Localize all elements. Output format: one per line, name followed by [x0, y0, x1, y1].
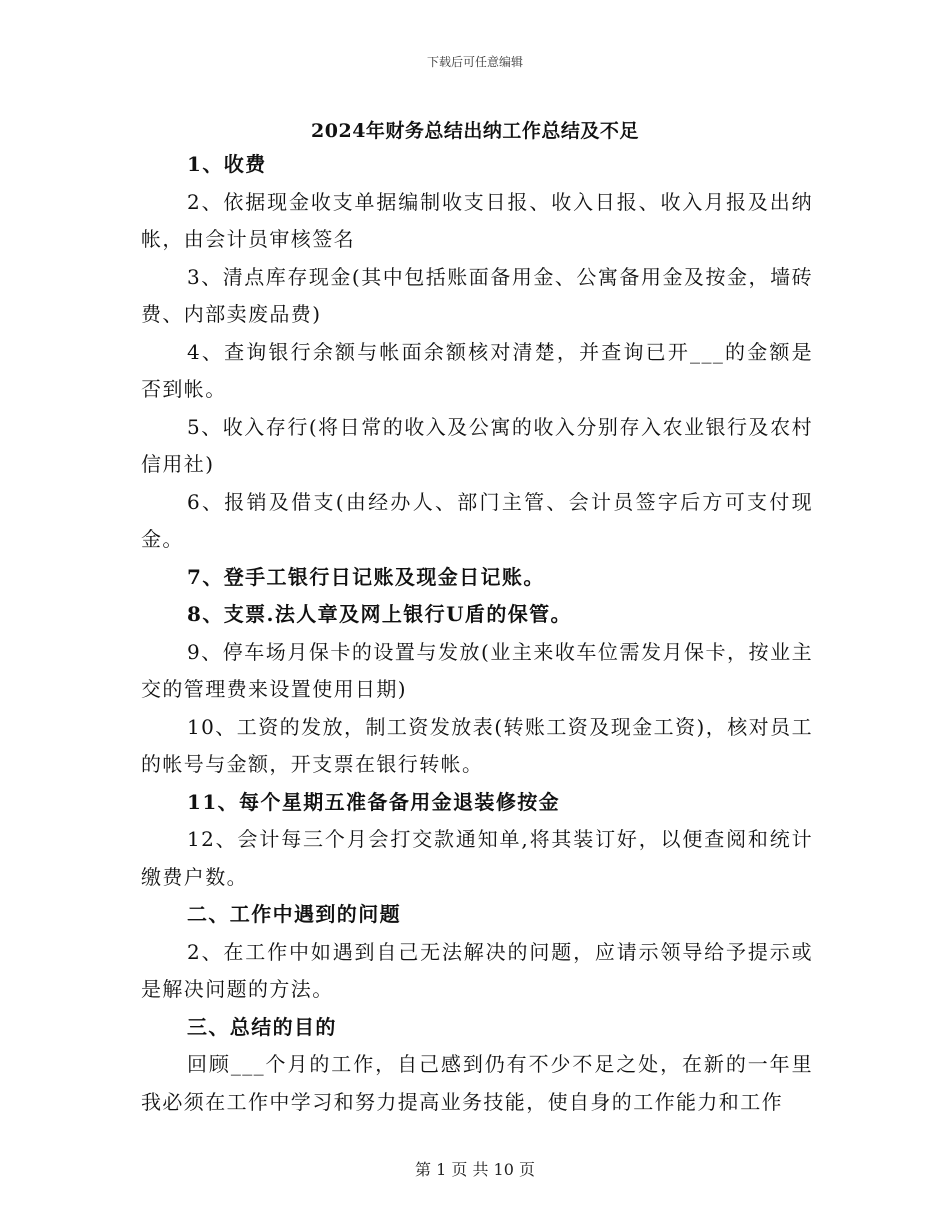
- paragraph-6: 6、报销及借支(由经办人、部门主管、会计员签字后方可支付现金。: [141, 489, 813, 551]
- paragraph-7: 7、登手工银行日记账及现金日记账。: [187, 564, 545, 589]
- paragraph-10: 10、工资的发放，制工资发放表(转账工资及现金工资)，核对员工的帐号与金额，开支票在银行转帐。: [141, 714, 813, 776]
- paragraph-2: 2、依据现金收支单据编制收支日报、收入日报、收入月报及出纳帐，由会计员审核签名: [141, 189, 813, 251]
- section-heading-problems: 二、工作中遇到的问题: [187, 902, 401, 926]
- paragraph-8: 8、支票.法人章及网上银行U盾的保管。: [187, 602, 572, 626]
- page-number: 第 1 页 共 10 页: [415, 1160, 535, 1179]
- document-title: 2024年财务总结出纳工作总结及不足: [311, 120, 639, 142]
- paragraph-4: 4、查询银行余额与帐面余额核对清楚，并查询已开___的金额是否到帐。: [141, 339, 813, 401]
- paragraph-problems-2: 2、在工作中如遇到自己无法解决的问题，应请示领导给予提示或是解决问题的方法。: [141, 939, 813, 1001]
- section-heading-purpose: 三、总结的目的: [187, 1014, 337, 1039]
- paragraph-9: 9、停车场月保卡的设置与发放(业主来收车位需发月保卡，按业主交的管理费来设置使用日期): [141, 639, 813, 701]
- paragraph-12: 12、会计每三个月会打交款通知单,将其装订好，以便查阅和统计缴费户数。: [141, 827, 813, 889]
- paragraph-review: 回顾___个月的工作，自己感到仍有不少不足之处，在新的一年里我必须在工作中学习和努力提高业务技能，使自身的工作能力和工作: [141, 1052, 813, 1114]
- paragraph-1: 1、收费: [187, 152, 267, 176]
- paragraph-3: 3、清点库存现金(其中包括账面备用金、公寓备用金及按金，墙砖费、内部卖废品费): [141, 264, 813, 326]
- paragraph-5: 5、收入存行(将日常的收入及公寓的收入分别存入农业银行及农村信用社): [141, 414, 813, 476]
- page-header-note: 下载后可任意编辑: [426, 55, 523, 69]
- paragraph-11: 11、每个星期五准备备用金退装修按金: [187, 789, 561, 814]
- document-body: [141, 146, 813, 1121]
